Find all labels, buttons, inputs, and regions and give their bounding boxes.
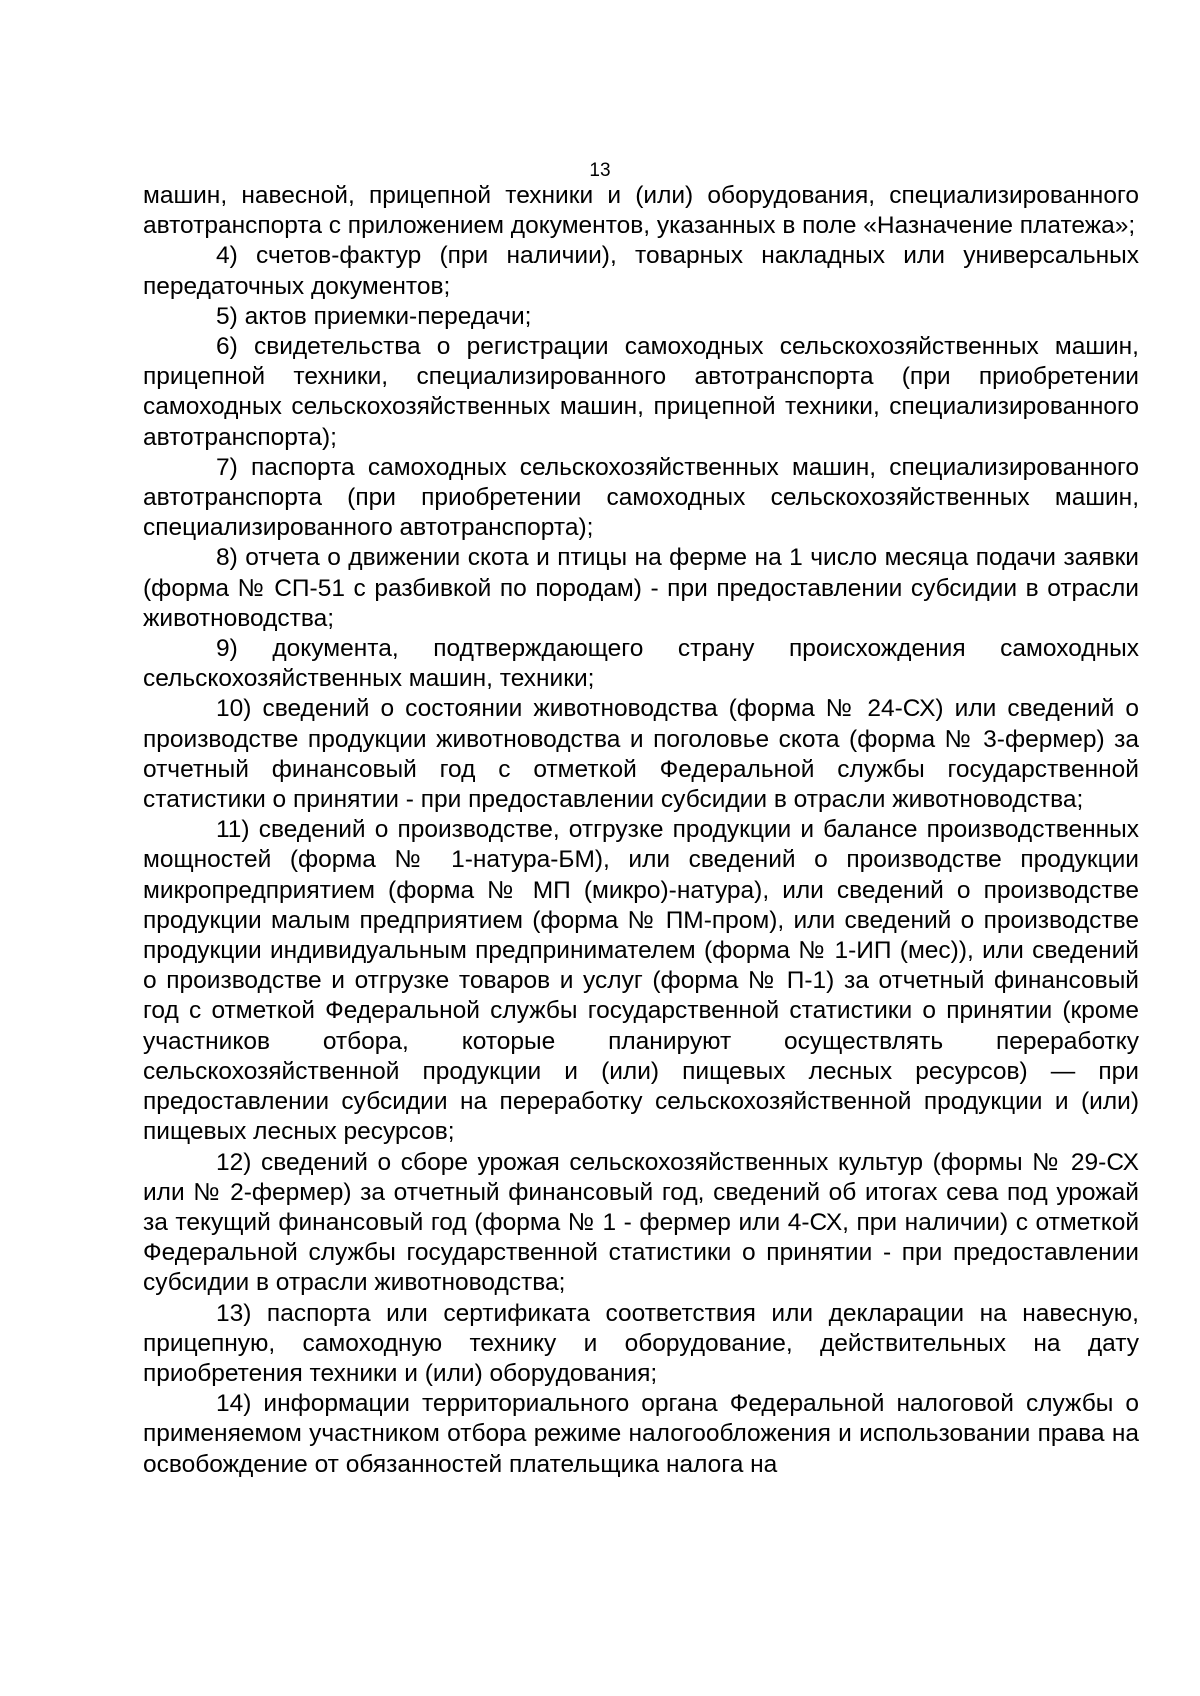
list-item-6: 6) свидетельства о регистрации самоходных сельскохозяйственных машин, прицепной техники, специализированного автотранспорта (при приобретении самоходных сельскохозяйственных машин, прицепной техники, специализированного автотранспорта); bbox=[143, 333, 1139, 451]
paragraph-continuation: машин, навесной, прицепной техники и (или) оборудования, специализированного автотранспорта с приложением документов, указанных в поле «Назначение платежа»; bbox=[143, 182, 1139, 240]
list-item-9: 9) документа, подтверждающего страну происхождения самоходных сельскохозяйственных машин, техники; bbox=[143, 635, 1139, 693]
list-item-8: 8) отчета о движении скота и птицы на ферме на 1 число месяца подачи заявки (форма № СП-51 с разбивкой по породам) - при предоставлении субсидии в отрасли животноводства; bbox=[143, 544, 1139, 632]
list-item-12: 12) сведений о сборе урожая сельскохозяйственных культур (формы № 29-СХ или № 2-фермер) за отчетный финансовый год, сведений об итогах сева под урожай за текущий финансовый год (форма № 1 - фермер или 4-СХ, при наличии) с отметкой Федеральной службы государственной статистики о принятии - при предоставлении субсидии в отрасли животноводства; bbox=[143, 1148, 1139, 1297]
list-item-14: 14) информации территориального органа Федеральной налоговой службы о применяемом участником отбора режиме налогообложения и использовании права на освобождение от обязанностей плательщика налога на bbox=[143, 1390, 1139, 1478]
list-item-7: 7) паспорта самоходных сельскохозяйственных машин, специализированного автотранспорта (при приобретении самоходных сельскохозяйственных машин, специализированного автотранспорта); bbox=[143, 453, 1139, 542]
list-item-13: 13) паспорта или сертификата соответствия или декларации на навесную, прицепную, самоходную технику и оборудование, действительных на дату приобретения техники и (или) оборудования; bbox=[143, 1299, 1139, 1387]
page-number: 13 bbox=[589, 160, 611, 181]
list-item-10: 10) сведений о состоянии животноводства (форма № 24-СХ) или сведений о производстве продукции животноводства и поголовье скота (форма № 3-фермер) за отчетный финансовый год с отметкой Федеральной службы государственной статистики о принятии - при предоставлении субсидии в отрасли животноводства; bbox=[143, 695, 1139, 814]
list-item-11: 11) сведений о производстве, отгрузке продукции и балансе производственных мощностей (форма № 1-натура-БМ), или сведений о производстве продукции микропредприятием (форма № МП (микро)-натура), или сведений о производстве продукции малым предприятием (форма № ПМ-пром), или сведений о производстве продукции индивидуальным предпринимателем (форма № 1-ИП (мес)), или сведений о производстве и отгрузке товаров и услуг (форма № П-1) за отчетный финансовый год с отметкой Федеральной службы государственной статистики о принятии (кроме участников отбора, которые планируют осуществлять переработку сельскохозяйственной продукции и (или) пищевых лесных ресурсов) — при предоставлении субсидии на переработку сельскохозяйственной продукции и (или) пищевых лесных ресурсов; bbox=[143, 816, 1139, 1146]
document-body bbox=[143, 181, 1139, 1480]
list-item-4: 4) счетов-фактур (при наличии), товарных накладных или универсальных передаточных документов; bbox=[143, 242, 1139, 300]
list-item-5: 5) актов приемки-передачи; bbox=[216, 302, 532, 330]
